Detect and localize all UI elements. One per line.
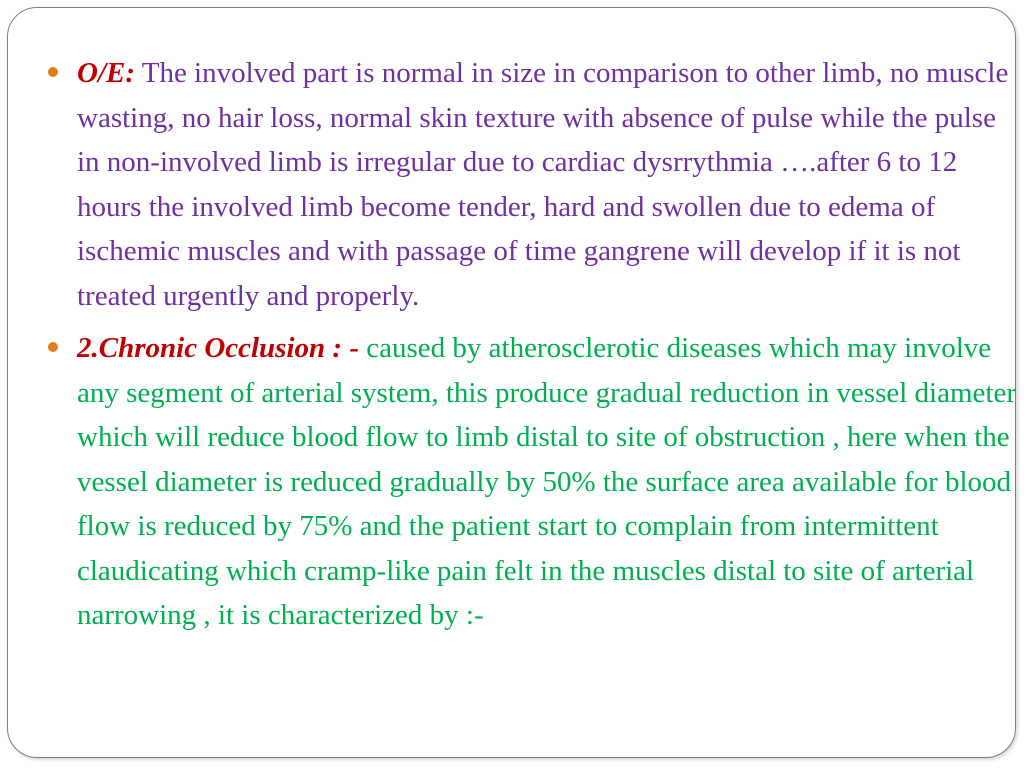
bullet-dot (48, 67, 58, 77)
slide-content (48, 51, 1024, 646)
bullet-text-chronic-occlusion: caused by atherosclerotic diseases which may involve any segment of arterial system, this produce gradual reduction in vessel diameter which will reduce blood flow to limb distal to site of obstruction , here when the vessel diameter is reduced gradually by 50% the surface area available for blood flow is reduced by 75% and the patient start to complain from intermittent claudicating which cramp-like pain felt in the muscles distal to site of arterial narrowing , it is characterized by :- (77, 332, 1016, 631)
bullet-dot (48, 342, 58, 352)
bullet-text-oe: The involved part is normal in size in comparison to other limb, no muscle wasting, no hair loss, normal skin texture with absence of pulse while the pulse in non-involved limb is irregular due to cardiac dysrrythmia ….after 6 to 12 hours the involved limb become tender, hard and swollen due to edema of ischemic muscles and with passage of time gangrene will develop if it is not treated urgently and properly. (77, 57, 1009, 312)
bullet-lead-chronic-occlusion: 2.Chronic Occlusion : - (77, 332, 359, 364)
bullet-item-oe (48, 51, 1024, 318)
slide-frame (7, 7, 1016, 758)
bullet-lead-oe: O/E: (77, 57, 135, 89)
bullet-item-chronic-occlusion (48, 326, 1024, 638)
